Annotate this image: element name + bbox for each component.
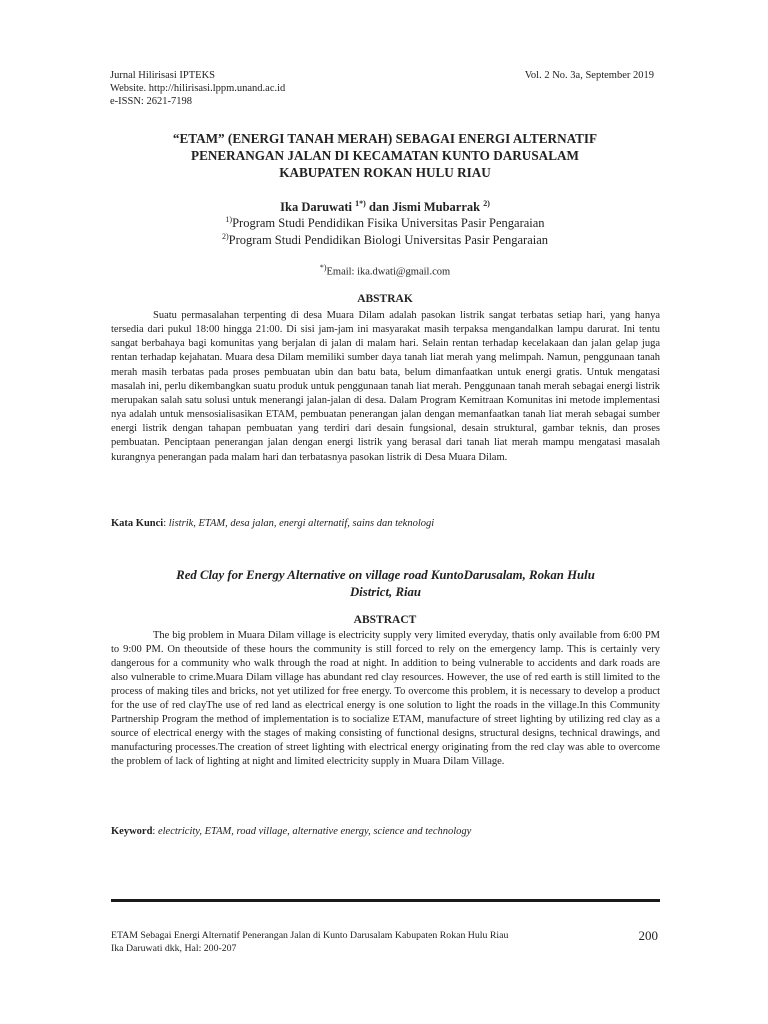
author-affiliation-mark: 2)	[483, 199, 490, 208]
affiliation-mark: 1)	[225, 215, 233, 224]
keyword-separator: :	[163, 518, 169, 529]
keyword-list: listrik, ETAM, desa jalan, energi alternatif, sains dan teknologi	[168, 518, 435, 529]
journal-name: Jurnal Hilirisasi IPTEKS	[110, 70, 215, 81]
email-text: Email: ika.dwati@gmail.com	[326, 266, 451, 278]
kata-kunci	[111, 518, 660, 529]
footer-rule	[111, 899, 660, 902]
title-line: “ETAM” (ENERGI TANAH MERAH) SEBAGAI ENERGI ALTERNATIF	[172, 131, 598, 146]
author-name: Jismi Mubarrak	[392, 200, 481, 215]
corresponding-email	[100, 263, 670, 278]
footer-running-title: ETAM Sebagai Energi Alternatif Penerangan Jalan di Kunto Darusalam Kabupaten Rokan Hulu Riau	[111, 930, 509, 941]
keyword-label: Kata Kunci	[111, 518, 164, 529]
keyword-separator: :	[152, 826, 158, 837]
journal-volume: Vol. 2 No. 3a, September 2019	[524, 70, 654, 81]
title-line: KABUPATEN ROKAN HULU RIAU	[279, 165, 491, 180]
abstrak-body: Suatu permasalahan terpenting di desa Muara Dilam adalah pasokan listrik sangat terbatas setiap hari, yang hanya tersedia dari pukul 18:00 hingga 21:00. Di sisi jam-jam ini masyarakat masih terpaksa mengandalkan lampu darurat. Ini tentu sangat berbahaya bagi komunitas yang berjalan di jalan di malam hari. Selain rentan terhadap kecelakaan dan jalan gelap juga rentan terhadap kejahatan. Muara desa Dilam memiliki sumber daya tanah liat merah yang melimpah. Namun, penggunaan tanah merah masih terbatas pada proses pembuatan ubin dan batu bata, belum dimanfaatkan untuk energi gratis. Untuk mengatasi masalah ini, perlu dikembangkan suatu produk untuk penggunaan tanah liat merah. Penggunaan tanah merah sebagai energi listrik merupakan salah satu solusi untuk menerangi jalan-jalan di desa. Dalam Program Kemitraan Komunitas ini metode implementasi nya adalah untuk mensosialisasikan ETAM, pembuatan penerangan jalan dengan memanfaatkan tanah liat merah sebagai sumber energi listrik dengan tahapan pembuatan yang terdiri dari desain fungsional, desain struktural, gambar teknis, dan proses pembuatan. Penciptaan penerangan jalan dengan energi listrik yang berasal dari tanah liat merah mampu mengatasi masalah kurangnya penerangan pada malam hari dan terbatasnya pasokan listrik di Desa Muara Dilam.	[111, 310, 660, 463]
affiliation-mark: 2)	[221, 232, 229, 241]
author-affiliation-mark: 1*)	[355, 199, 366, 208]
affiliation-text: Program Studi Pendidikan Fisika Universitas Pasir Pengaraian	[232, 216, 545, 231]
english-title	[111, 567, 660, 601]
affiliation-1	[100, 215, 670, 231]
page-footer	[111, 930, 508, 955]
journal-website: Website. http://hilirisasi.lppm.unand.ac.id	[110, 83, 286, 94]
abstrak-heading: ABSTRAK	[357, 293, 413, 305]
keywords	[111, 826, 660, 837]
title-line: PENERANGAN JALAN DI KECAMATAN KUNTO DARUSALAM	[191, 148, 579, 163]
footer-citation: Ika Daruwati dkk, Hal: 200-207	[111, 942, 237, 954]
abstract-heading: ABSTRACT	[353, 614, 417, 626]
abstract-body: The big problem in Muara Dilam village is electricity supply very limited everyday, thatis only available from 6:00 PM to 9:00 PM. On theoutside of these hours the community is still forced to rely on the emergency lamp. This is certainly very dangerous for a community who walk through the road at night. In addition to being vulnerable to accidents and dark roads are also vulnerable to crime.Muara Dilam village has abundant red clay resources. However, the use of red earth is still limited to the process of making tiles and bricks, not yet utilized for free energy. To overcome this problem, it is necessary to develop a product for the use of red clayThe use of red land as electrical energy is one solution to light the roads in the village.In this Community Partnership Program the method of implementation is to socialize ETAM, manufacture of street lighting by utilizing red clay as a source of electrical energy with the stages of making consisting of functional designs, structural designs, technical drawings, and manufacturing processes.The creation of street lighting with electrical energy originating from the red clay was able to overcome the problem of lack of lighting at night and limited electricity supply in Muara Dilam Village.	[111, 630, 660, 768]
affiliation-2	[100, 232, 670, 248]
author-list	[100, 199, 670, 215]
english-title-line: District, Riau	[349, 585, 422, 599]
email-mark: *)	[319, 263, 327, 272]
journal-issn: e-ISSN: 2621-7198	[110, 96, 192, 107]
affiliation-text: Program Studi Pendidikan Biologi Universitas Pasir Pengaraian	[228, 233, 549, 248]
journal-header	[110, 69, 285, 108]
english-title-line: Red Clay for Energy Alternative on village road KuntoDarusalam, Rokan Hulu	[176, 568, 595, 582]
page-number: 200	[638, 928, 658, 943]
author-name: Ika Daruwati	[280, 200, 353, 215]
paper-title	[100, 130, 670, 181]
keyword-list: electricity, ETAM, road village, alternative energy, science and technology	[157, 826, 472, 837]
author-conjunction: dan	[365, 200, 393, 215]
keyword-label: Keyword	[111, 826, 153, 837]
